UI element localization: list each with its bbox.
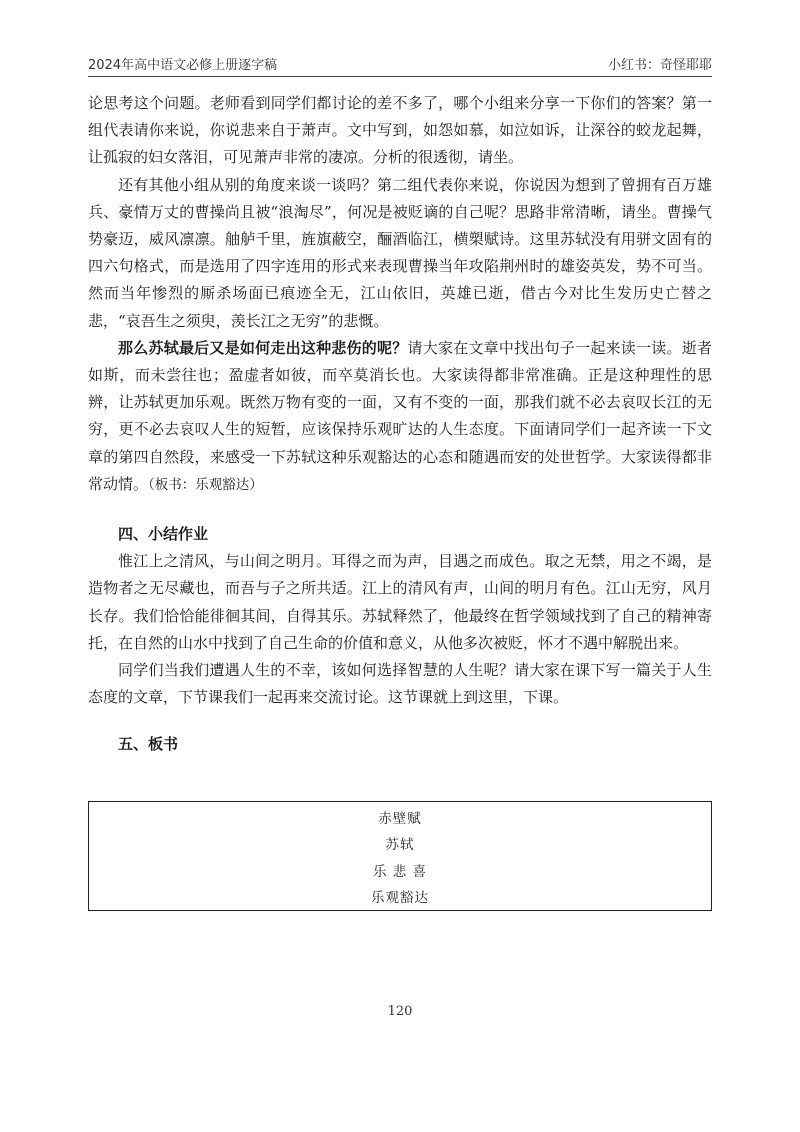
paragraph-2: 还有其他小组从别的角度来谈一谈吗？第二组代表你来说，你说因为想到了曾拥有百万雄兵、豪情万丈的曹操尚且被“浪淘尽”，何况是被贬谪的自己呢？思路非常清晰，请坐。曹操气势豪迈，威风凛凛。舳舻千里，旌旗蔽空，酾酒临江，横槊赋诗。这里苏轼没有用骈文固有的四六句格式，而是选用了四字连用的形式来表现曹操当年攻陷荆州时的雄姿英发，势不可当。然而当年惨烈的厮杀场面已痕迹全无，江山依旧，英雄已逝，借古今对比生发历史亡替之悲，“哀吾生之须臾，羡长江之无穷”的悲慨。 xyxy=(88,175,712,330)
board-emotions: 乐 悲 喜 xyxy=(372,864,428,880)
section-heading-summary: 四、小结作业 xyxy=(118,525,209,544)
paragraph-5: 同学们当我们遭遇人生的不幸，该如何选择智慧的人生呢？请大家在课下写一篇关于人生态度的文章，下节课我们一起再来交流讨论。这节课就上到这里，下课。 xyxy=(88,661,712,707)
header-source: 小红书：奇怪耶耶 xyxy=(607,58,712,73)
header-divider xyxy=(88,76,712,77)
page-number: 120 xyxy=(387,1004,413,1019)
paragraph-3-body: 请大家在文章中找出句子一起来读一读。逝者如斯，而未尝往也；盈虚者如彼，而卒莫消长也。大家读得都非常准确。正是这种理性的思辨，让苏轼更加乐观。既然万物有变的一面，又有不变的一面，那我们就不必去哀叹长江的无穷，更不必去哀叹人生的短暂，应该保持乐观旷达的人生态度。下面请同学们一起齐读一下文章的第四自然段，来感受一下苏轼这种乐观豁达的心态和随遇而安的处世哲学。大家读得都非常动情。 xyxy=(88,338,712,493)
board-conclusion: 乐观豁达 xyxy=(371,890,429,906)
header-title: 2024年高中语文必修上册逐字稿 xyxy=(88,58,278,73)
board-note: （板书：乐观豁达） xyxy=(148,476,263,493)
paragraph-4: 惟江上之清风，与山间之明月。耳得之而为声，目遇之而成色。取之无禁，用之不竭，是造物者之无尽藏也，而吾与子之所共适。江上的清风有声，山间的明月有色。江山无穷，风月长存。我们恰恰能徘徊其间，自得其乐。苏轼释然了，他最终在哲学领域找到了自己的精神寄托，在自然的山水中找到了自己生命的价值和意义，从他多次被贬，怀才不遇中解脱出来。 xyxy=(88,552,712,652)
board-author: 苏轼 xyxy=(385,837,415,853)
blackboard-box xyxy=(88,801,712,911)
main-content xyxy=(88,90,712,759)
page-header xyxy=(88,52,712,76)
paragraph-3-question: 那么苏轼最后又是如何走出这种悲伤的呢？ xyxy=(118,338,408,357)
section-heading-board: 五、板书 xyxy=(118,735,179,754)
paragraph-3 xyxy=(88,335,712,499)
paragraph-1: 论思考这个问题。老师看到同学们都讨论的差不多了，哪个小组来分享一下你们的答案？第一组代表请你来说，你说悲来自于萧声。文中写到，如怨如慕，如泣如诉，让深谷的蛟龙起舞，让孤寂的妇女落泪，可见萧声非常的凄凉。分析的很透彻，请坐。 xyxy=(88,94,712,167)
board-title: 赤壁赋 xyxy=(378,811,422,827)
